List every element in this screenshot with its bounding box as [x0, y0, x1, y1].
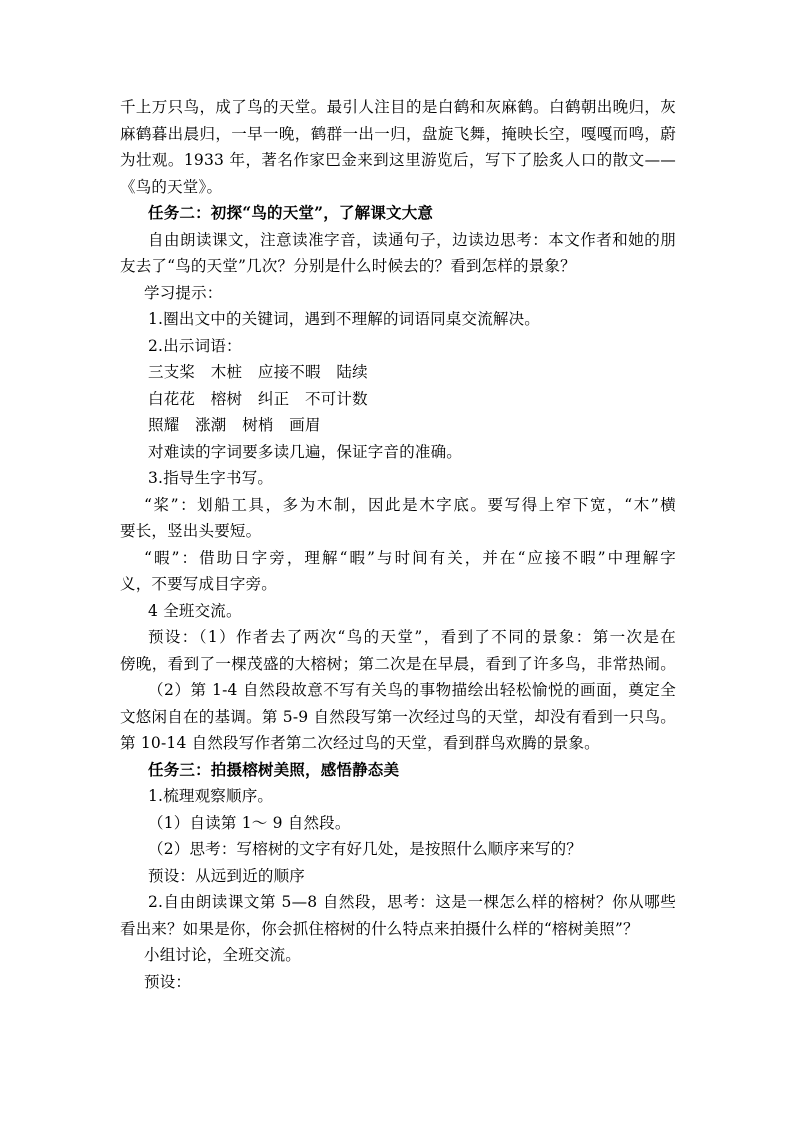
- text-line: 看出来？如果是你，你会抓住榕树的什么特点来拍摄什么样的“榕树美照”？: [120, 919, 639, 938]
- text-line: 2.自由朗读课文第 5—8 自然段，思考：这是一棵怎么样的榕树？你从哪些: [148, 893, 676, 911]
- text-line: 学习提示：: [144, 283, 223, 302]
- text-line: 傍晚，看到了一棵茂盛的大榕树；第二次是在早晨，看到了许多鸟，非常热闹。: [120, 654, 676, 673]
- section-heading: 任务二：初探“鸟的天堂”，了解课文大意: [148, 203, 434, 222]
- text-line: 1.圈出文中的关键词，遇到不理解的词语同桌交流解决。: [148, 310, 540, 328]
- text-line: 为壮观。1933 年，著名作家巴金来到这里游览后，写下了脍炙人口的散文——: [120, 151, 676, 169]
- word-list-line: 三支桨 木桩 应接不暇 陆续: [148, 363, 368, 381]
- text-line: 对难读的字词要多读几遍，保证字音的准确。: [148, 442, 463, 461]
- text-line: （2）第 1-4 自然段故意不写有关鸟的事物描绘出轻松愉悦的画面，奠定全: [148, 681, 676, 699]
- word-list-line: 白花花 榕树 纠正 不可计数: [148, 389, 368, 408]
- text-line: “暇”：借助日字旁，理解“暇”与时间有关，并在“应接不暇”中理解字: [144, 548, 676, 567]
- text-line: 预设：: [144, 972, 192, 991]
- text-line: 《鸟的天堂》。: [120, 177, 223, 196]
- text-line: 1.梳理观察顺序。: [148, 787, 274, 805]
- text-line: 预设：从远到近的顺序: [148, 866, 306, 885]
- text-line: 4 全班交流。: [148, 601, 242, 620]
- document-page: [120, 94, 676, 995]
- section-heading: 任务三：拍摄榕树美照，感悟静态美: [148, 759, 400, 779]
- text-line: 要长，竖出头要短。: [120, 522, 262, 540]
- text-line: “桨”：划船工具，多为木制，因此是木字底。要写得上窄下宽，“木”横: [144, 495, 676, 514]
- text-line: （1）自读第 1～ 9 自然段。: [148, 813, 351, 832]
- text-line: 小组讨论，全班交流。: [144, 946, 302, 964]
- word-list-line: 照耀 涨潮 树梢 画眉: [148, 416, 321, 434]
- text-line: 第 10-14 自然段写作者第二次经过鸟的天堂，看到群鸟欢腾的景象。: [120, 734, 600, 752]
- text-line: 预设：（1）作者去了两次“鸟的天堂”，看到了不同的景象：第一次是在: [148, 628, 676, 646]
- text-line: 友去了“鸟的天堂”几次？分别是什么时候去的？看到怎样的景象？: [120, 257, 576, 275]
- text-line: （2）思考：写榕树的文字有好几处，是按照什么顺序来写的？: [148, 840, 582, 858]
- text-line: 麻鹤暮出晨归，一早一晚，鹤群一出一归，盘旋飞舞，掩映长空，嘎嘎而鸣，蔚: [120, 124, 676, 143]
- text-line: 义，不要写成目字旁。: [120, 575, 278, 593]
- text-line: 3.指导生字书写。: [148, 469, 274, 487]
- text-line: 自由朗读课文，注意读准字音，读通句子，边读边思考：本文作者和她的朋: [148, 230, 676, 249]
- text-line: 文悠闲自在的基调。第 5-9 自然段写第一次经过鸟的天堂，却没有看到一只鸟。: [120, 707, 676, 726]
- text-line: 千上万只鸟，成了鸟的天堂。最引人注目的是白鹤和灰麻鹤。白鹤朝出晚归，灰: [120, 98, 676, 116]
- text-line: 2.出示词语：: [148, 336, 242, 355]
